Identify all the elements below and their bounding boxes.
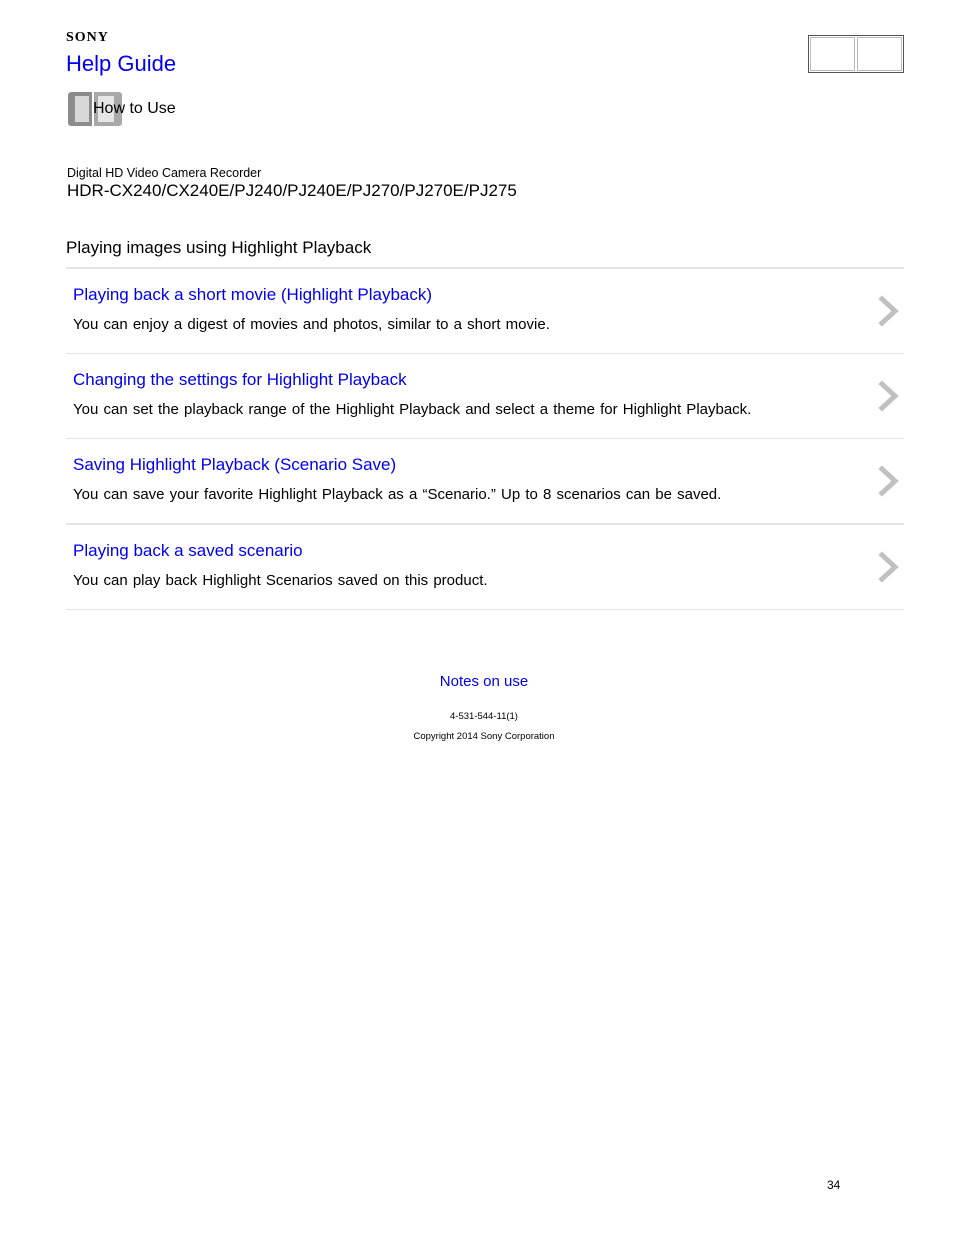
topic-list xyxy=(66,267,904,610)
chevron-right-icon[interactable] xyxy=(878,295,900,327)
topic-link[interactable]: Playing back a short movie (Highlight Playback) xyxy=(73,285,433,304)
topic-item[interactable] xyxy=(66,269,904,354)
help-guide-link[interactable]: Help Guide xyxy=(66,51,177,76)
topic-description: You can play back Highlight Scenarios saved on this product. xyxy=(73,572,488,589)
topic-description: You can save your favorite Highlight Playback as a “Scenario.” Up to 8 scenarios can be saved. xyxy=(73,486,722,503)
topic-item[interactable] xyxy=(66,439,904,525)
top-right-button[interactable] xyxy=(857,37,902,71)
breadcrumb-how-to-use[interactable]: How to Use xyxy=(93,100,176,117)
product-type: Digital HD Video Camera Recorder xyxy=(67,166,262,180)
top-button-group xyxy=(808,35,904,73)
sony-logo: SONY xyxy=(66,30,109,45)
top-left-button[interactable] xyxy=(810,37,855,71)
topic-item[interactable] xyxy=(66,525,904,610)
model-number: HDR-CX240/CX240E/PJ240/PJ240E/PJ270/PJ270E/PJ275 xyxy=(67,181,517,200)
topic-link[interactable]: Changing the settings for Highlight Playback xyxy=(73,370,407,389)
topic-link[interactable]: Saving Highlight Playback (Scenario Save) xyxy=(73,455,397,474)
chevron-right-icon[interactable] xyxy=(878,551,900,583)
chevron-right-icon[interactable] xyxy=(878,380,900,412)
chevron-right-icon[interactable] xyxy=(878,465,900,497)
copyright: Copyright 2014 Sony Corporation xyxy=(413,731,555,742)
topic-description: You can enjoy a digest of movies and photos, similar to a short movie. xyxy=(73,316,550,333)
topic-item[interactable] xyxy=(66,354,904,439)
notes-on-use-link[interactable]: Notes on use xyxy=(439,673,529,690)
page-title: Playing images using Highlight Playback xyxy=(66,238,372,257)
document-number: 4-531-544-11(1) xyxy=(450,711,518,722)
page-number: 34 xyxy=(827,1178,841,1192)
topic-description: You can set the playback range of the Highlight Playback and select a theme for Highlight Playback. xyxy=(73,401,752,418)
topic-link[interactable]: Playing back a saved scenario xyxy=(73,541,303,560)
